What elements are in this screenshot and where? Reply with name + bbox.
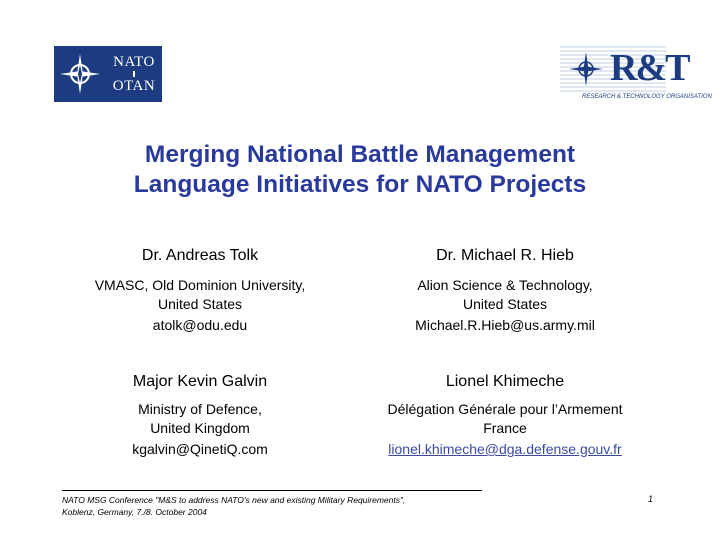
- author-name: Lionel Khimeche: [445, 373, 565, 390]
- author-block-tolk: [50, 246, 350, 335]
- author-affiliation: Alion Science & Technology,: [417, 277, 593, 293]
- rt-mark: R&T: [610, 47, 689, 89]
- author-email[interactable]: Michael.R.Hieb@us.army.mil: [415, 317, 595, 333]
- otan-label: OTAN: [112, 78, 156, 94]
- logo-divider: [133, 71, 135, 77]
- author-block-khimeche: [355, 372, 655, 459]
- author-affiliation: Délégation Générale pour l’Armement: [387, 401, 623, 417]
- nato-compass-icon: [54, 46, 106, 102]
- author-country: United States: [157, 296, 243, 312]
- author-name: Dr. Michael R. Hieb: [436, 247, 574, 264]
- nato-label: NATO: [113, 54, 155, 70]
- footer-conference-info: [62, 494, 582, 518]
- footer-line-1: NATO MSG Conference "M&S to address NATO's new and existing Military Requirements",: [62, 495, 406, 505]
- author-affiliation: Ministry of Defence,: [138, 401, 262, 417]
- author-name: Dr. Andreas Tolk: [141, 247, 259, 264]
- rto-caption: RESEARCH & TECHNOLOGY ORGANISATION: [582, 94, 712, 100]
- author-name: Major Kevin Galvin: [132, 373, 268, 390]
- author-email[interactable]: kgalvin@QinetiQ.com: [132, 441, 268, 457]
- nato-otan-logo: [54, 46, 162, 102]
- title-line-2: Language Initiatives for NATO Projects: [133, 171, 587, 198]
- author-affiliation: VMASC, Old Dominion University,: [94, 277, 306, 293]
- title-line-1: Merging National Battle Management: [144, 141, 576, 168]
- author-email-link[interactable]: lionel.khimeche@dga.defense.gouv.fr: [388, 441, 622, 457]
- slide-title: [60, 140, 660, 200]
- author-block-hieb: [355, 246, 655, 335]
- author-block-galvin: [50, 372, 350, 459]
- footer-line-2: Koblenz, Germany, 7./8. October 2004: [62, 507, 207, 517]
- author-country: United States: [462, 296, 548, 312]
- author-country: France: [483, 420, 527, 436]
- page-number: 1: [648, 494, 654, 504]
- author-email[interactable]: atolk@odu.edu: [152, 317, 248, 333]
- nato-compass-icon: [568, 50, 604, 88]
- footer-divider: [62, 490, 482, 491]
- rto-logo: [560, 46, 712, 106]
- author-country: United Kingdom: [150, 420, 250, 436]
